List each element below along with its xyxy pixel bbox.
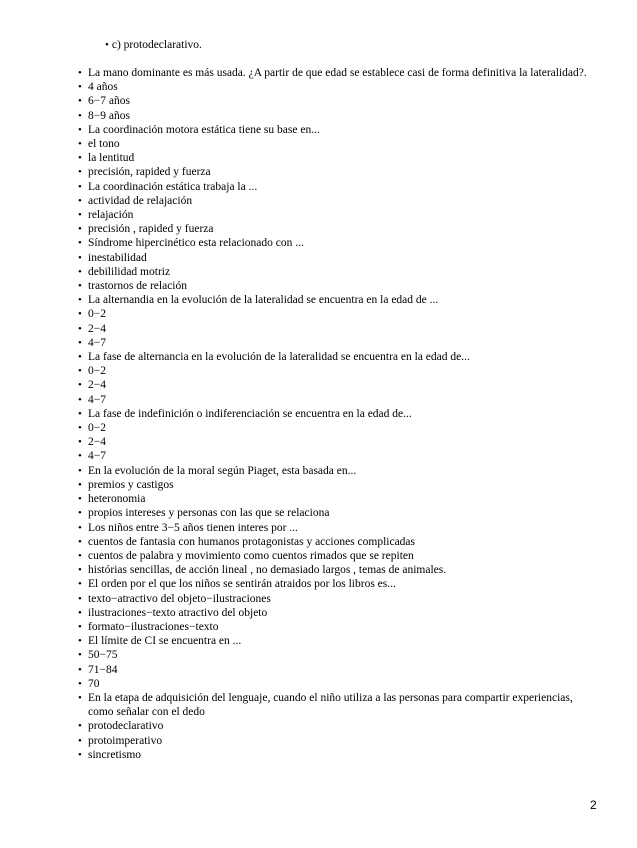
bullet-icon: • [78, 237, 82, 250]
list-item [78, 421, 598, 435]
list-item [78, 592, 598, 606]
list-item-text: texto−atractivo del objeto−ilustraciones [88, 592, 271, 605]
list-item [78, 151, 598, 165]
list-item [78, 80, 598, 94]
list-item-text: cuentos de palabra y movimiento como cuentos rimados que se repiten [88, 549, 414, 562]
list-item-text: la lentitud [88, 152, 135, 165]
bullet-icon: • [78, 549, 82, 562]
bullet-icon: • [78, 379, 82, 392]
list-item [78, 677, 598, 691]
list-item [78, 251, 598, 265]
list-item [78, 364, 598, 378]
bullet-icon: • [78, 734, 82, 747]
bullet-icon: • [78, 81, 82, 94]
bullet-icon: • [78, 620, 82, 633]
bullet-icon: • [78, 535, 82, 548]
bullet-icon: • [78, 564, 82, 577]
list-item-text: 2−4 [88, 322, 106, 335]
list-item-text: precisión, rapided y fuerza [88, 166, 211, 179]
bullet-icon: • [78, 393, 82, 406]
bullet-icon: • [78, 265, 82, 278]
list-item [78, 307, 598, 321]
list-item-text: El límite de CI se encuentra en ... [88, 635, 242, 648]
list-item-text: La fase de alternancia en la evolución de la lateralidad se encuentra en la edad de... [88, 351, 470, 364]
list-item-text: 70 [88, 677, 100, 690]
bullet-icon: • [78, 635, 82, 648]
list-item-text: 4−7 [88, 450, 106, 463]
list-item [78, 663, 598, 677]
list-item [78, 378, 598, 392]
page-number: 2 [590, 798, 597, 812]
list-item-text: La coordinación motora estática tiene su base en... [88, 123, 320, 136]
bullet-icon: • [78, 152, 82, 165]
list-item [78, 66, 598, 80]
list-item-text: El orden por el que los niños se sentirán atraidos por los libros es... [88, 578, 396, 591]
list-item-text: 0−2 [88, 365, 106, 378]
list-item [78, 165, 598, 179]
list-item-text: La mano dominante es más usada. ¿A partir de que edad se establece casi de forma definitiva la lateralidad?. [88, 67, 587, 79]
list-item-text: actividad de relajación [88, 194, 193, 207]
quiz-list [78, 66, 598, 762]
list-item-text: propios intereses y personas con las que se relaciona [88, 507, 330, 520]
list-item [78, 393, 598, 407]
list-item [78, 109, 598, 123]
bullet-icon: • [78, 109, 82, 122]
top-option-item [105, 38, 202, 52]
list-item [78, 606, 598, 620]
bullet-icon: • [78, 194, 82, 207]
list-item [78, 748, 598, 762]
list-item [78, 236, 598, 250]
bullet-icon: • [78, 407, 82, 420]
list-item [78, 322, 598, 336]
list-item [78, 94, 598, 108]
bullet-icon: • [78, 251, 82, 264]
list-item [78, 265, 598, 279]
bullet-icon: • [78, 280, 82, 293]
list-item [78, 407, 598, 421]
list-item [78, 521, 598, 535]
list-item-text: debililidad motriz [88, 265, 171, 278]
list-item-text: protodeclarativo [88, 720, 164, 733]
list-item-text: En la evolución de la moral según Piaget, esta basada en... [88, 464, 357, 477]
top-option-text: c) protodeclarativo. [111, 39, 202, 51]
list-item [78, 350, 598, 364]
list-item-text: 71−84 [88, 663, 118, 676]
list-item [78, 478, 598, 492]
bullet-icon: • [78, 748, 82, 761]
bullet-icon: • [78, 677, 82, 690]
list-item-text: heteronomia [88, 493, 146, 506]
bullet-icon: • [78, 209, 82, 222]
list-item [78, 464, 598, 478]
bullet-icon: • [78, 138, 82, 151]
bullet-icon: • [78, 478, 82, 491]
list-item-text: 8−9 años [88, 109, 130, 122]
list-item [78, 208, 598, 222]
list-item-text: Síndrome hipercinético esta relacionado con ... [88, 237, 304, 250]
list-item-text: cuentos de fantasia con humanos protagonistas y acciones complicadas [88, 535, 416, 548]
list-item-text: 4−7 [88, 336, 106, 349]
list-item [78, 734, 598, 748]
list-item [78, 222, 598, 236]
list-item-text: histórias sencillas, de acción lineal , no demasiado largos , temas de animales. [88, 564, 447, 577]
list-item [78, 492, 598, 506]
list-item-text: 2−4 [88, 436, 106, 449]
list-item-text: 50−75 [88, 649, 118, 662]
list-item [78, 549, 598, 563]
bullet-icon: • [78, 123, 82, 136]
list-item-text: premios y castigos [88, 478, 174, 491]
list-item [78, 194, 598, 208]
bullet-icon: • [78, 663, 82, 676]
bullet-icon: • [78, 507, 82, 520]
list-item-text: La alternandia en la evolución de la lateralidad se encuentra en la edad de ... [88, 294, 439, 307]
list-item [78, 648, 598, 662]
list-item-text: 0−2 [88, 422, 106, 435]
list-item-text: 0−2 [88, 308, 106, 321]
list-item-text: relajación [88, 209, 134, 222]
list-item-text: 2−4 [88, 379, 106, 392]
list-item-text: 4−7 [88, 393, 106, 406]
list-item-text: trastornos de relación [88, 280, 187, 293]
bullet-icon: • [78, 450, 82, 463]
bullet-icon: • [78, 493, 82, 506]
list-item-text: 4 años [88, 81, 118, 94]
bullet-icon: • [78, 720, 82, 733]
list-item [78, 279, 598, 293]
bullet-icon: • [78, 180, 82, 193]
bullet-icon: • [78, 592, 82, 605]
bullet-icon: • [78, 336, 82, 349]
list-item [78, 293, 598, 307]
list-item [78, 620, 598, 634]
bullet-icon: • [78, 521, 82, 534]
bullet-icon: • [78, 166, 82, 179]
list-item-text: En la etapa de adquisición del lenguaje, cuando el niño utiliza a las personas para compartir experiencias, como señalar con el dedo [88, 691, 573, 719]
bullet-icon: • [78, 365, 82, 378]
list-item [78, 180, 598, 194]
bullet-icon: • [78, 95, 82, 108]
list-item [78, 123, 598, 137]
bullet-icon: • [78, 578, 82, 591]
list-item-text: precisión , rapided y fuerza [88, 223, 214, 236]
bullet-icon: • [105, 39, 109, 51]
list-item [78, 435, 598, 449]
list-item-text: sincretismo [88, 748, 142, 761]
list-item [78, 336, 598, 350]
list-item-text: formato−ilustraciones−texto [88, 620, 219, 633]
list-item-text: La fase de indefinición o indiferenciación se encuentra en la edad de... [88, 407, 412, 420]
list-item [78, 137, 598, 151]
bullet-icon: • [78, 649, 82, 662]
list-item-text: ilustraciones−texto atractivo del objeto [88, 606, 268, 619]
list-item-text: 6−7 años [88, 95, 130, 108]
bullet-icon: • [78, 464, 82, 477]
bullet-icon: • [78, 436, 82, 449]
bullet-icon: • [78, 294, 82, 307]
list-item [78, 634, 598, 648]
bullet-icon: • [78, 691, 82, 704]
list-item [78, 719, 598, 733]
bullet-icon: • [78, 606, 82, 619]
list-item [78, 577, 598, 591]
list-item-text: inestabilidad [88, 251, 147, 264]
bullet-icon: • [78, 67, 82, 79]
list-item [78, 449, 598, 463]
list-item [78, 506, 598, 520]
bullet-icon: • [78, 308, 82, 321]
list-item [78, 691, 598, 719]
list-item-text: protoimperativo [88, 734, 163, 747]
list-item-text: el tono [88, 138, 120, 151]
list-item [78, 563, 598, 577]
bullet-icon: • [78, 351, 82, 364]
list-item [78, 535, 598, 549]
list-item-text: La coordinación estática trabaja la ... [88, 180, 258, 193]
bullet-icon: • [78, 322, 82, 335]
bullet-icon: • [78, 422, 82, 435]
list-item-text: Los niños entre 3−5 años tienen interes por ... [88, 521, 298, 534]
bullet-icon: • [78, 223, 82, 236]
